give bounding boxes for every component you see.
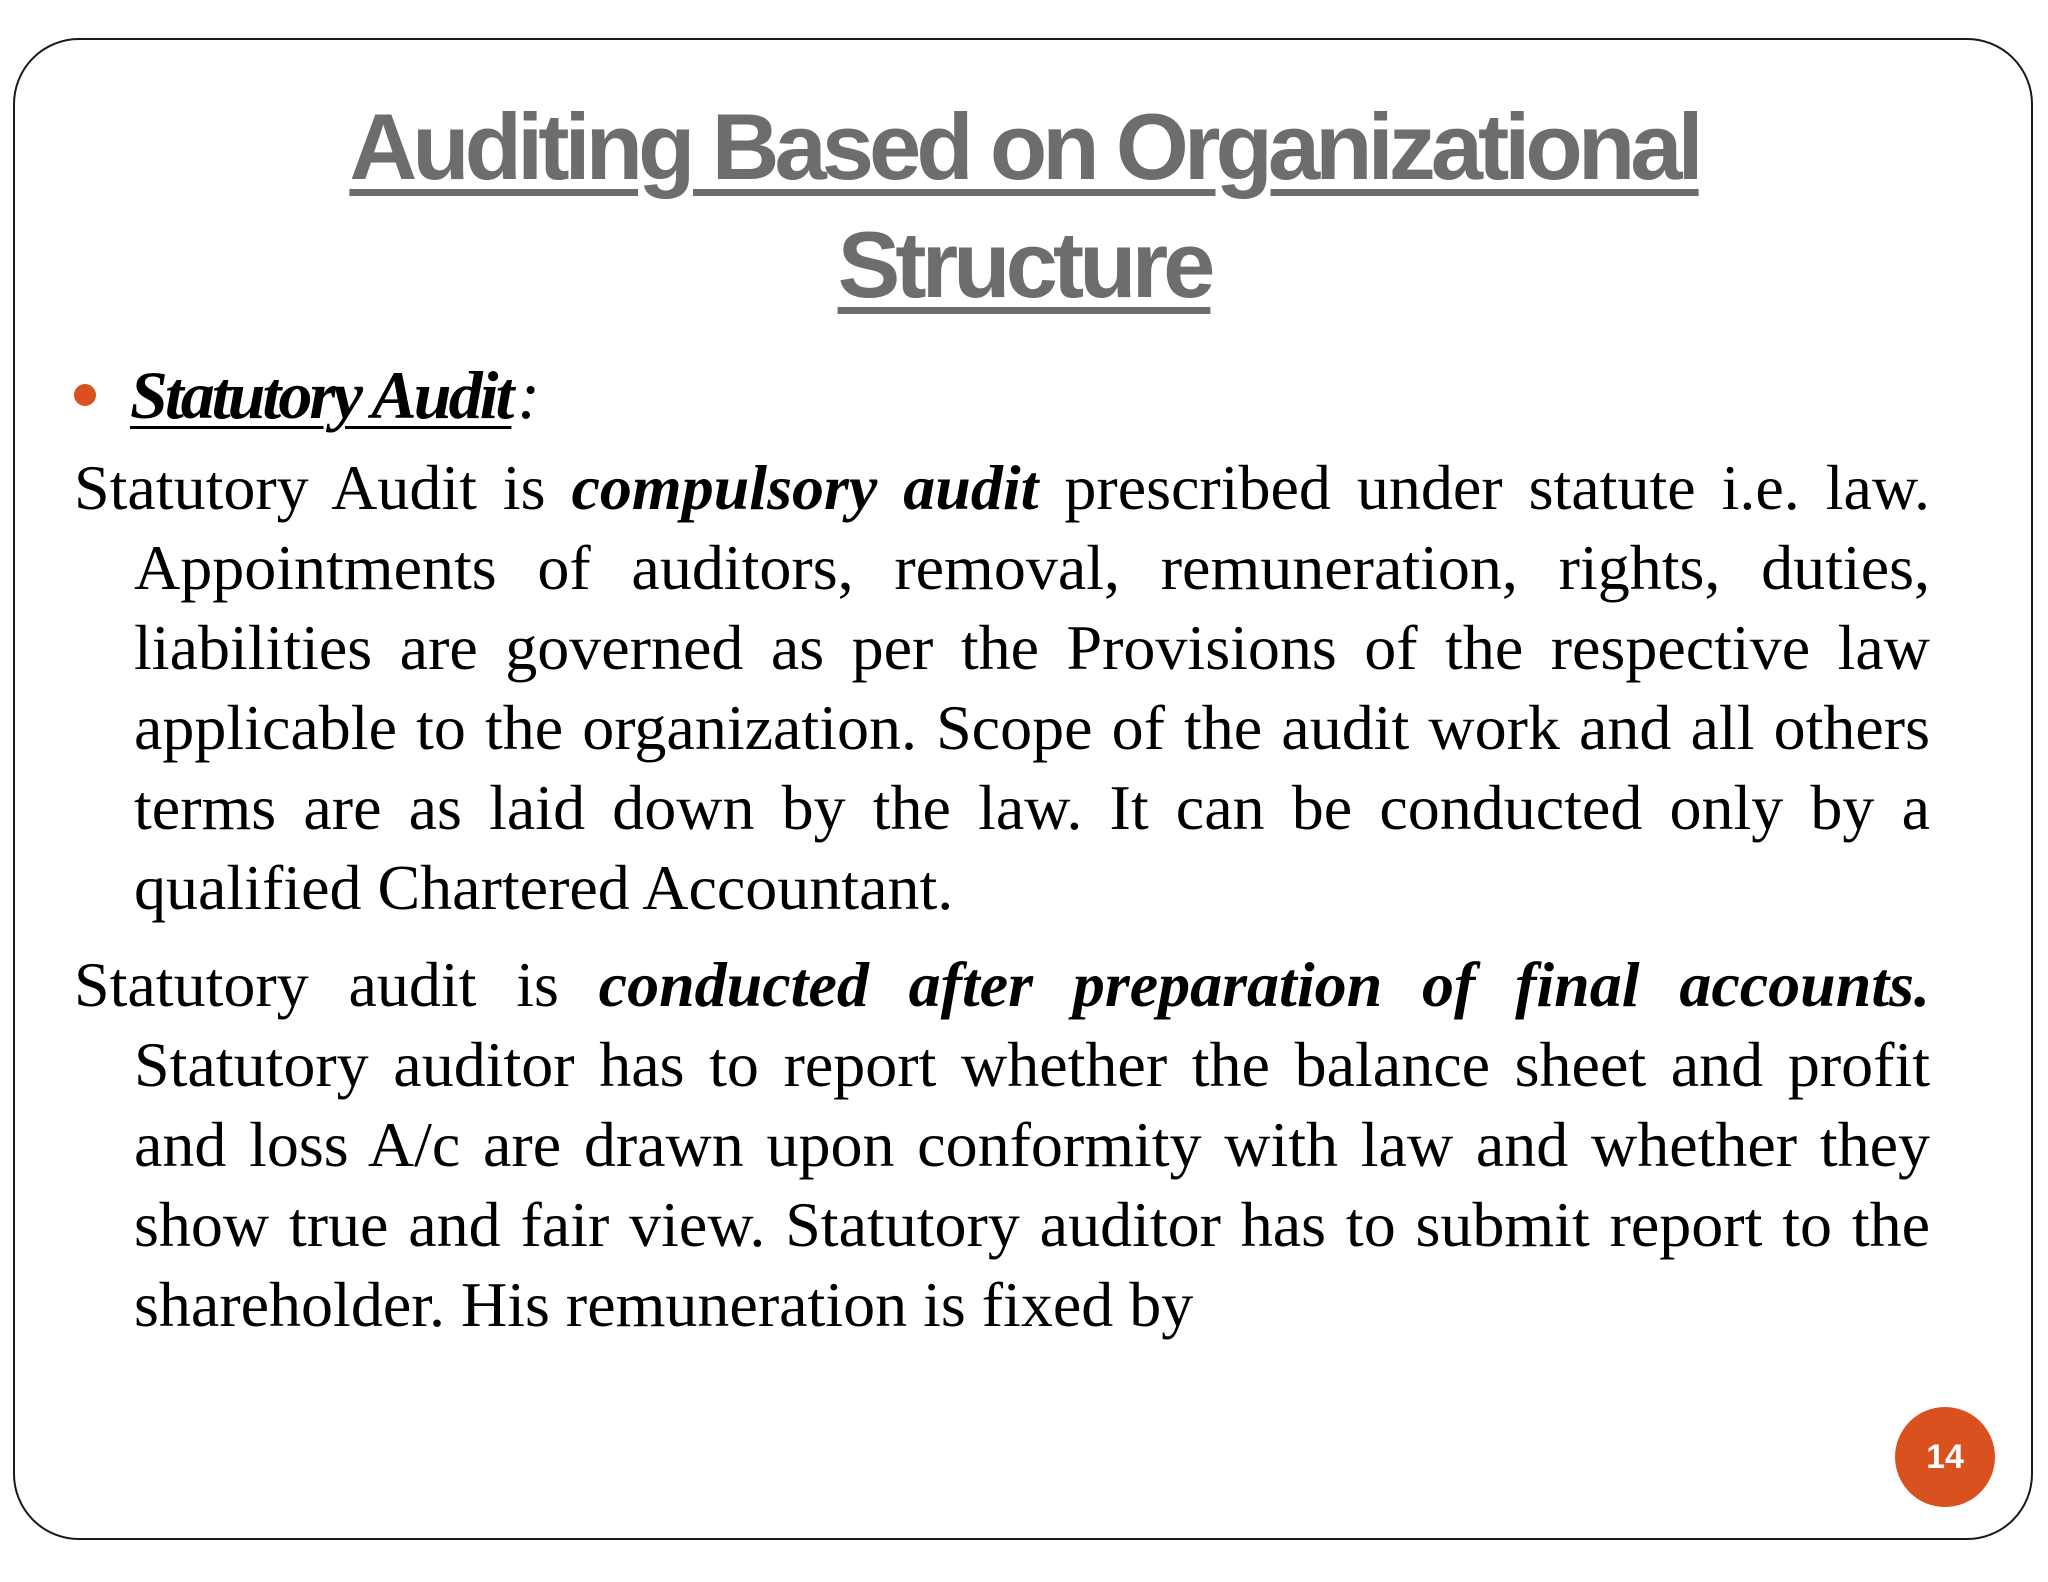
bullet-heading	[74, 350, 540, 440]
para1-emphasis: compulsory audit	[571, 452, 1039, 523]
para1-before: Statutory Audit is	[74, 452, 572, 523]
bullet-dot-icon	[74, 384, 96, 406]
paragraph-timing	[74, 945, 1930, 1345]
bullet-term: Statutory Audit	[130, 356, 512, 433]
slide-title	[0, 88, 2048, 324]
title-line-1: Auditing Based on Organizational	[349, 94, 1699, 199]
bullet-colon: :	[517, 356, 541, 433]
page-number-badge: 14	[1895, 1407, 1995, 1507]
para2-after: Statutory auditor has to report whether the balance sheet and profit and loss A/c are drawn upon conformity with law and whether they show true and fair view. Statutory auditor has to submit report to the shareholder. His remuneration is fixed by	[134, 1029, 1930, 1340]
para2-before: Statutory audit is	[74, 949, 599, 1020]
para2-emphasis: conducted after preparation of final accounts.	[598, 949, 1930, 1020]
title-line-2: Structure	[837, 212, 1211, 317]
para1-after: prescribed under statute i.e. law. Appointments of auditors, removal, remuneration, rights, duties, liabilities are governed as per the Provisions of the respective law applicable to the organization. Scope of the audit work and all others terms are as laid down by the law. It can be conducted only by a qualified Chartered Accountant.	[134, 452, 1930, 923]
paragraph-definition	[74, 448, 1930, 928]
